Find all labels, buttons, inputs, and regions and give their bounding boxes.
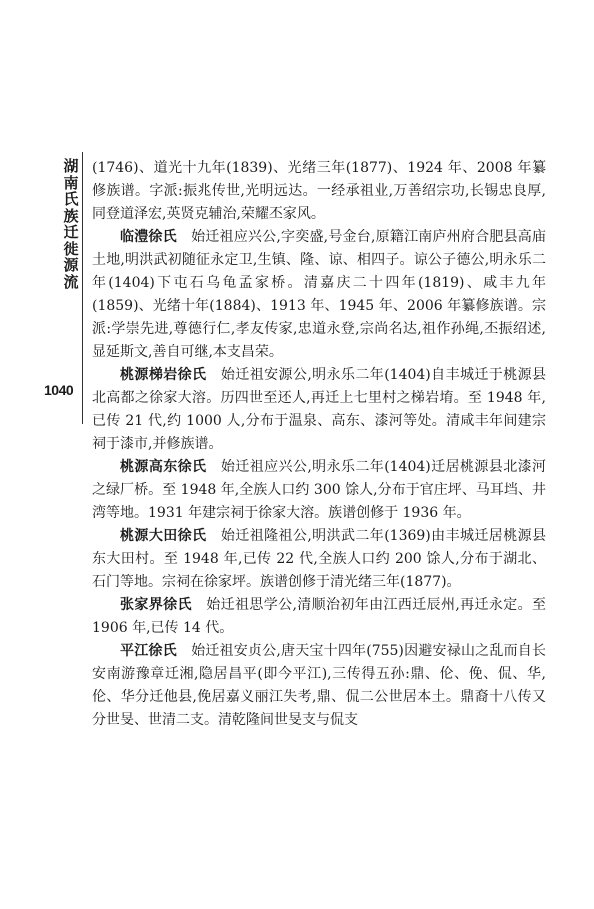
- paragraph-text: 始迁祖安贞公,唐天宝十四年(755)因避安禄山之乱而自长安南游豫章迁湘,隐居昌平(即今平江),三传得五孙:鼎、伦、俛、侃、华,伦、华分迁他县,俛居嘉义丽江失考,鼎、侃二公世居本土。鼎裔十八传又分世旻、世清二支。清乾隆间世旻支与侃支: [92, 643, 546, 728]
- clan-name: 张家界徐氏: [120, 597, 192, 613]
- paragraph-text: 始迁祖安源公,明永乐二年(1404)自丰城迁于桃源县北高都之徐家大溶。历四世至还人,再迁上七里村之梯岩堉。至 1948 年,已传 21 代,约 1000 人,分布于温泉、高东、漆河等处。清咸丰年间建宗祠于漆市,并修族谱。: [92, 367, 547, 452]
- paragraph-text: 始迁祖应兴公,明永乐二年(1404)迁居桃源县北漆河之绿厂桥。至 1948 年,全族人口约 300 馀人,分布于官庄坪、马耳垱、井湾等地。1931 年建宗祠于徐家大溶。族谱创修于 1936 年。: [92, 459, 547, 521]
- paragraph-text: 始迁祖思学公,清顺治初年由江西迁辰州,再迁永定。至 1906 年,已传 14 代。: [92, 597, 547, 636]
- paragraph-text: 始迁祖隆祖公,明洪武二年(1369)由丰城迁居桃源县东大田村。至 1948 年,已传 22 代,全族人口约 200 馀人,分布于湖北、石门等地。宗祠在徐家坪。族谱创修于清光绪三年(1877)。: [92, 528, 547, 590]
- clan-name: 平江徐氏: [120, 643, 177, 659]
- clan-name: 桃源梯岩徐氏: [120, 367, 207, 383]
- paragraph-continued: [92, 157, 546, 226]
- clan-name: 桃源大田徐氏: [120, 528, 207, 544]
- running-head: 湖南氏族迁徙源流: [63, 157, 79, 291]
- clan-name: 桃源高东徐氏: [120, 459, 207, 475]
- paragraph-text: (1746)、道光十九年(1839)、光绪三年(1877)、1924 年、2008 年纂修族谱。字派:振兆传世,光明远达。一经承祖业,万善绍宗功,长锡忠良厚,同登道泽宏,英贤克辅治,荣耀丕家风。: [92, 160, 546, 222]
- entry-taoyuan-datian-xu: [92, 525, 546, 594]
- page-number: 1040: [44, 382, 74, 398]
- body-text: [92, 157, 546, 732]
- entry-pingjiang-xu: [92, 640, 546, 732]
- side-rule: [82, 152, 83, 424]
- clan-name: 临澧徐氏: [120, 229, 177, 245]
- paragraph-text: 始迁祖应兴公,字奕盛,号金台,原籍江南庐州府合肥县高庙土地,明洪武初随征永定卫,生镇、隆、谅、相四子。谅公子德公,明永乐二年(1404)下屯石乌龟孟家桥。清嘉庆二十四年(1819)、咸丰九年(1859)、光绪十年(1884)、1913 年、1945 年、2006 年纂修族谱。宗派:学崇先进,尊德行仁,孝友传家,忠道永登,宗尚名达,祖作孙绳,丕振绍述,显延斯文,善自可继,本支昌荣。: [92, 229, 546, 360]
- entry-linli-xu: [92, 226, 546, 364]
- entry-taoyuan-gaodong-xu: [92, 456, 546, 525]
- entry-taoyuan-tiyan-xu: [92, 364, 546, 456]
- entry-zhangjiajie-xu: [92, 594, 546, 640]
- page-number-rule: [82, 398, 83, 418]
